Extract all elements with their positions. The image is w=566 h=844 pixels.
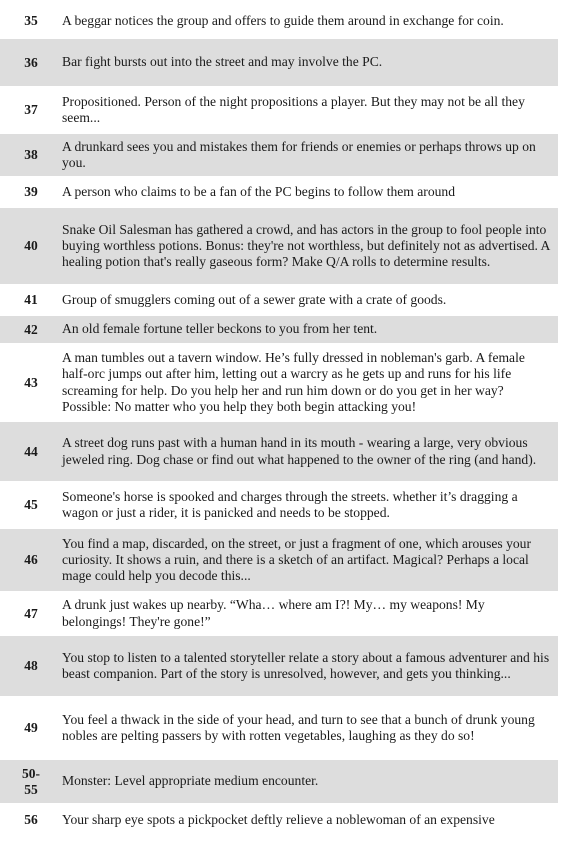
table-row [0,208,558,284]
table-row [0,529,558,591]
row-number: 44 [24,443,38,459]
row-number: 38 [24,147,38,162]
row-text: An old female fortune teller beckons to you from her tent. [62,321,378,337]
row-text: A street dog runs past with a human hand in its mouth - wearing a large, very obvious jeweled ring. Dog chase or find out what happened to the owner of the ring (and hand). [62,435,537,467]
row-number: 41 [24,292,38,307]
row-number: 40 [24,238,38,253]
row-number: 37 [24,102,38,117]
row-text: A person who claims to be a fan of the PC begins to follow them around [62,183,456,199]
row-text: You stop to listen to a talented storyteller relate a story about a famous adventurer and his beast companion. Part of the story is unresolved, however, and gets you thinking... [62,649,550,681]
table-row [0,89,558,131]
row-number: 50- 55 [22,765,40,797]
row-text: A drunkard sees you and mistakes them for friends or enemies or perhaps throws up on you. [62,138,536,170]
table-row [0,594,558,633]
row-number: 39 [24,184,38,199]
row-text: A beggar notices the group and offers to guide them around in exchange for coin. [62,12,504,28]
row-text: Snake Oil Salesman has gathered a crowd, and has actors in the group to fool people into buying worthless potions. Bonus: they're not worthless, but definitely not as advertised. A healing potion that's really gaseous form? Make Q/A rolls to determine results. [62,221,550,270]
table-row [0,484,558,526]
row-number: 49 [24,720,38,735]
row-text: You find a map, discarded, on the street, or just a fragment of one, which arouses your curiosity. It shows a ruin, and there is a sketch of an artifact. Magical? Perhaps a local mage could help you decode this... [62,535,531,584]
row-text: Propositioned. Person of the night propositions a player. But they may not be all they seem... [62,93,525,125]
row-text: Monster: Level appropriate medium encounter. [62,773,319,789]
row-text: Someone's horse is spooked and charges through the streets. whether it’s dragging a wagon or just a rider, it is panicked and needs to be stopped. [62,488,518,520]
row-text: A man tumbles out a tavern window. He’s fully dressed in nobleman's garb. A female half-orc jumps out after him, letting out a warcry as he gets up and runs for his life screaming for help. Do you help her and run him down or do you get in her way? Possible: No matter who you help they both begin attacking you! [62,350,525,414]
row-number: 35 [24,13,38,28]
row-number: 56 [24,812,38,827]
table-row [0,636,558,696]
table-row [0,422,558,481]
table-row [0,287,558,313]
table-row [0,6,558,36]
row-text: A drunk just wakes up nearby. “Wha… where am I?! My… my weapons! My belongings! They're gone!” [62,597,485,629]
table-row [0,316,558,343]
row-number: 36 [24,54,38,70]
table-row [0,179,558,205]
row-text: Your sharp eye spots a pickpocket deftly relieve a noblewoman of an expensive [62,811,495,827]
row-text: You feel a thwack in the side of your head, and turn to see that a bunch of drunk young nobles are pelting passers by with rotten vegetables, laughing as they do so! [62,711,535,743]
row-number: 46 [24,552,38,567]
table-row [0,806,558,834]
row-number: 43 [24,374,38,390]
row-number: 48 [24,658,38,673]
row-text: Group of smugglers coming out of a sewer grate with a crate of goods. [62,291,447,307]
row-text: Bar fight bursts out into the street and may involve the PC. [62,54,383,70]
row-number: 47 [24,605,38,621]
row-number: 42 [24,321,38,337]
table-row [0,699,558,757]
table-row [0,760,558,803]
table-row [0,39,558,86]
row-number: 45 [24,497,38,512]
table-row [0,346,558,419]
table-row [0,134,558,176]
